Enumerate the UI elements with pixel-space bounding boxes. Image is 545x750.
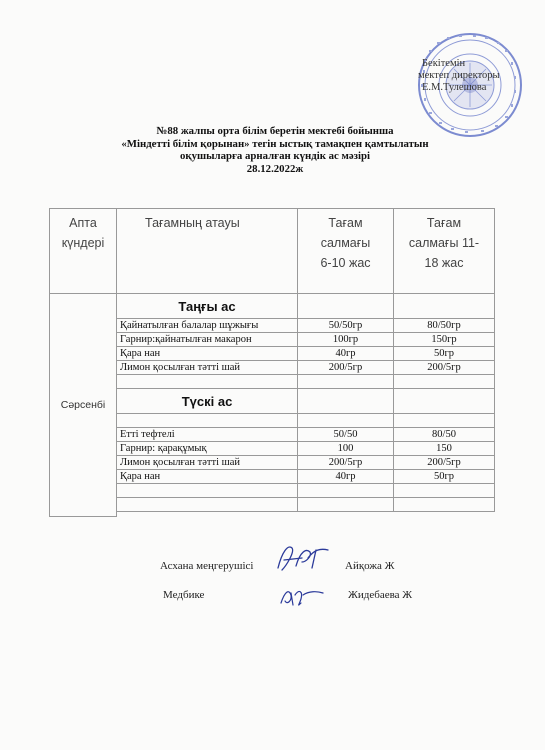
empty-cell (117, 484, 298, 498)
approval-line-2: мектеп директоры (418, 70, 500, 81)
weight-6-10: 200/5гр (298, 361, 394, 375)
day-cell: Сәрсенбі (50, 294, 117, 517)
empty-cell (394, 294, 495, 319)
weight-11-18: 150 (394, 442, 495, 456)
chef-role: Асхана меңгерушісі (160, 560, 254, 572)
header-name: Тағамның атауы (117, 209, 298, 294)
dish-name: Қайнатылған балалар шұжығы (117, 319, 298, 333)
empty-cell (117, 498, 298, 512)
nurse-signature-icon (277, 581, 327, 611)
heading-line-1: №88 жалпы орта білім беретін мектебі бойынша (156, 125, 394, 137)
dish-name: Гарнир:қайнатылған макарон (117, 333, 298, 347)
chef-signature-icon (272, 538, 332, 578)
dish-name: Қара нан (117, 470, 298, 484)
weight-6-10: 100 (298, 442, 394, 456)
empty-cell (394, 498, 495, 512)
weight-11-18: 200/5гр (394, 456, 495, 470)
empty-cell (117, 414, 298, 428)
weight-11-18: 50гр (394, 470, 495, 484)
empty-cell (117, 516, 298, 517)
empty-cell (298, 294, 394, 319)
weight-6-10: 40гр (298, 470, 394, 484)
weight-11-18: 80/50 (394, 428, 495, 442)
empty-cell (298, 414, 394, 428)
table-row (50, 456, 495, 470)
menu-table (49, 208, 495, 517)
weight-6-10: 200/5гр (298, 456, 394, 470)
empty-cell (298, 498, 394, 512)
empty-cell (394, 389, 495, 414)
empty-cell (394, 414, 495, 428)
blank-row (50, 414, 495, 428)
table-row (50, 442, 495, 456)
header-weight-6-10: Тағам салмағы 6-10 жас (298, 209, 394, 294)
heading-line-2: «Міндетті білім қорынан» тегін ыстық тамақпен қамтылатын (121, 137, 429, 150)
dish-name: Етті тефтелі (117, 428, 298, 442)
approval-line-1: Бекітемін (422, 58, 466, 69)
weight-6-10: 40гр (298, 347, 394, 361)
lunch-title-row (50, 389, 495, 414)
weight-6-10: 50/50 (298, 428, 394, 442)
nurse-name: Жидебаева Ж (348, 589, 413, 601)
table-row (50, 428, 495, 442)
empty-cell (298, 375, 394, 389)
blank-row (50, 484, 495, 498)
table-row (50, 347, 495, 361)
dish-name: Қара нан (117, 347, 298, 361)
blank-row (50, 498, 495, 512)
table-row (50, 361, 495, 375)
table-row (50, 470, 495, 484)
breakfast-title: Таңғы ас (117, 294, 298, 319)
weight-11-18: 50гр (394, 347, 495, 361)
lunch-title: Түскі ас (117, 389, 298, 414)
document-heading (60, 125, 490, 175)
chef-name: Айқожа Ж (345, 560, 395, 572)
heading-line-3: оқушыларға арналған күндік ас мәзірі (179, 150, 371, 162)
empty-cell (298, 516, 394, 517)
weight-6-10: 100гр (298, 333, 394, 347)
header-day: Апта күндері (50, 209, 117, 294)
table-row (50, 333, 495, 347)
nurse-role: Медбике (163, 589, 205, 601)
approval-line-3: Е.М.Тулешова (422, 82, 487, 93)
heading-date: 28.12.2022ж (246, 162, 304, 175)
table-row (50, 319, 495, 333)
weight-11-18: 80/50гр (394, 319, 495, 333)
empty-cell (298, 389, 394, 414)
approval-block (406, 58, 500, 94)
table-header-row (50, 209, 495, 294)
empty-cell (394, 484, 495, 498)
blank-row (50, 375, 495, 389)
weight-11-18: 200/5гр (394, 361, 495, 375)
empty-cell (394, 375, 495, 389)
empty-cell (117, 375, 298, 389)
header-weight-11-18: Тағам салмағы 11-18 жас (394, 209, 495, 294)
weight-6-10: 50/50гр (298, 319, 394, 333)
breakfast-title-row (50, 294, 495, 319)
empty-cell (298, 484, 394, 498)
dish-name: Гарнир: қарақұмық (117, 442, 298, 456)
dish-name: Лимон қосылған тәтті шай (117, 361, 298, 375)
empty-cell (394, 516, 495, 517)
dish-name: Лимон қосылған тәтті шай (117, 456, 298, 470)
weight-11-18: 150гр (394, 333, 495, 347)
